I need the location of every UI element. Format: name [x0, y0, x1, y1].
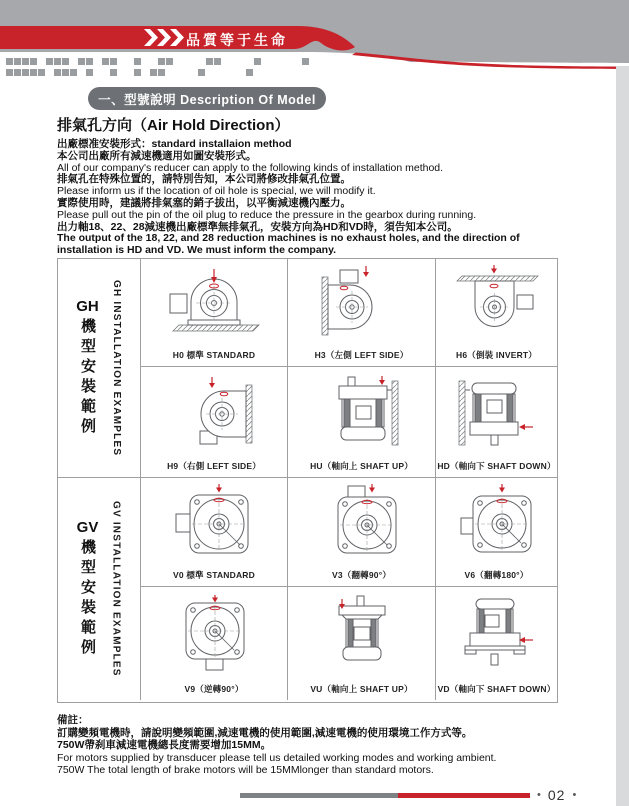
intro-line: The output of the 18, 22, and 28 reduction machines is no exhaust holes, and the direction of: [57, 232, 520, 245]
cell-label: VU（軸向上 SHAFT UP）: [310, 684, 413, 694]
cell-v0: [141, 478, 288, 587]
cell-label: V3（翻轉90°）: [331, 570, 392, 580]
intro-block: [57, 114, 562, 257]
intro-line: installation is HD and VD. We must inform the company.: [57, 244, 337, 257]
vd-diagram: [439, 595, 555, 675]
footer-bar-red: [398, 793, 530, 798]
air-hole-heading: 排氣孔方向（Air Hold Direction）: [57, 117, 290, 134]
notes-line: For motors supplied by transducer please tell us detailed working modes and working ambient.: [57, 751, 497, 764]
banner-title: 品質等于生命: [186, 32, 288, 48]
intro-line: 排氣孔在特殊位置的，請特別告知，本公司將修改排氣孔位置。: [57, 173, 351, 186]
cell-v3: [288, 478, 436, 587]
footer-dot: •: [572, 789, 577, 801]
gh-section-label: [58, 259, 141, 478]
hd-diagram: [441, 375, 553, 453]
cell-label: V0 標準 STANDARD: [173, 570, 255, 580]
cell-hu: [288, 367, 436, 478]
page-number: 02: [547, 787, 566, 803]
cell-v9: [141, 587, 288, 700]
cell-label: H6（倒裝 INVERT）: [456, 350, 537, 360]
cell-label: V9（逆轉90°）: [184, 684, 244, 694]
notes-line: 750W帶刹車減速電機總長度需要增加15MM。: [57, 739, 272, 752]
h0-diagram: [158, 265, 270, 343]
h3-diagram: [306, 265, 418, 343]
intro-line: Please inform us if the location of oil hole is special, we will modify it.: [57, 185, 376, 198]
air-vent-arrow-icon: [519, 424, 533, 430]
intro-line: All of our company's reducer can apply to the following kinds of installation method.: [57, 161, 444, 174]
v0-diagram: [156, 484, 272, 564]
cell-h3: [288, 259, 436, 367]
cell-label: HU（軸向上 SHAFT UP）: [310, 461, 413, 471]
notes-title: 備註：: [57, 714, 89, 726]
cell-label: H9（右側 LEFT SIDE）: [167, 461, 261, 471]
section-title-pill: 一、型號說明 Description Of Model: [88, 87, 326, 110]
cell-v6: [436, 478, 557, 587]
cell-label: H3（左側 LEFT SIDE）: [314, 350, 409, 360]
right-edge-strip: [616, 66, 629, 806]
notes-line: 訂購變頻電機時，請說明變頻範圍,減速電機的使用範圍,減速電機的使用環境工作方式等。: [57, 726, 473, 739]
gv-section-label: [58, 478, 141, 700]
footer-bar-gray: [240, 793, 398, 798]
vu-diagram: [304, 595, 420, 675]
cell-vu: [288, 587, 436, 700]
v6-diagram: [439, 484, 555, 564]
barcode-decoration-row2: [6, 69, 13, 76]
intro-line: 實際使用時，建議將排氣塞的銷子拔出，以平衡減速機內壓力。: [57, 196, 351, 209]
cell-h9: [141, 367, 288, 478]
v3-diagram: [304, 484, 420, 564]
intro-line: 出廠標准安裝形式：standard installaion method: [57, 138, 292, 150]
air-vent-arrow-icon: [519, 637, 533, 643]
intro-line: 出力軸18、22、28減速機出廠標準無排氣孔，安裝方向為HD和VD時，須告知本公司。: [57, 220, 458, 233]
cell-label: H0 標準 STANDARD: [172, 350, 256, 360]
cell-label: VD（軸向下 SHAFT DOWN）: [437, 684, 556, 694]
gv-label-chinese: GV 機型安裝範例: [76, 519, 99, 659]
hu-diagram: [306, 375, 418, 453]
gv-label-english: GV INSTALLATION EXAMPLES: [110, 501, 122, 677]
installation-table: [57, 258, 558, 703]
page-footer: [240, 787, 583, 803]
cell-label: V6（翻轉180°）: [464, 570, 529, 580]
header-swoosh-graphic: [0, 0, 629, 86]
cell-h0: [141, 259, 288, 367]
footer-dot: •: [537, 789, 541, 801]
cell-label: HD（軸向下 SHAFT DOWN）: [437, 461, 556, 471]
intro-line: 本公司出廠所有減速機適用如圖安裝形式。: [57, 149, 257, 162]
gh-label-english: GH INSTALLATION EXAMPLES: [110, 279, 122, 457]
gh-label-chinese: GH 機型安裝範例: [76, 298, 99, 438]
h6-diagram: [441, 265, 553, 343]
air-vent-arrow-icon: [379, 376, 385, 385]
h9-diagram: [158, 375, 270, 453]
notes-line: 750W The total length of brake motors will be 15MMlonger than standard motors.: [57, 764, 434, 777]
intro-line: Please pull out the pin of the oil plug to reduce the pressure in the gearbox during running.: [57, 208, 477, 221]
cell-vd: [436, 587, 557, 700]
v9-diagram: [156, 595, 272, 675]
cell-hd: [436, 367, 557, 478]
barcode-decoration-row1: [6, 58, 13, 65]
cell-h6: [436, 259, 557, 367]
notes-block: [57, 714, 602, 777]
